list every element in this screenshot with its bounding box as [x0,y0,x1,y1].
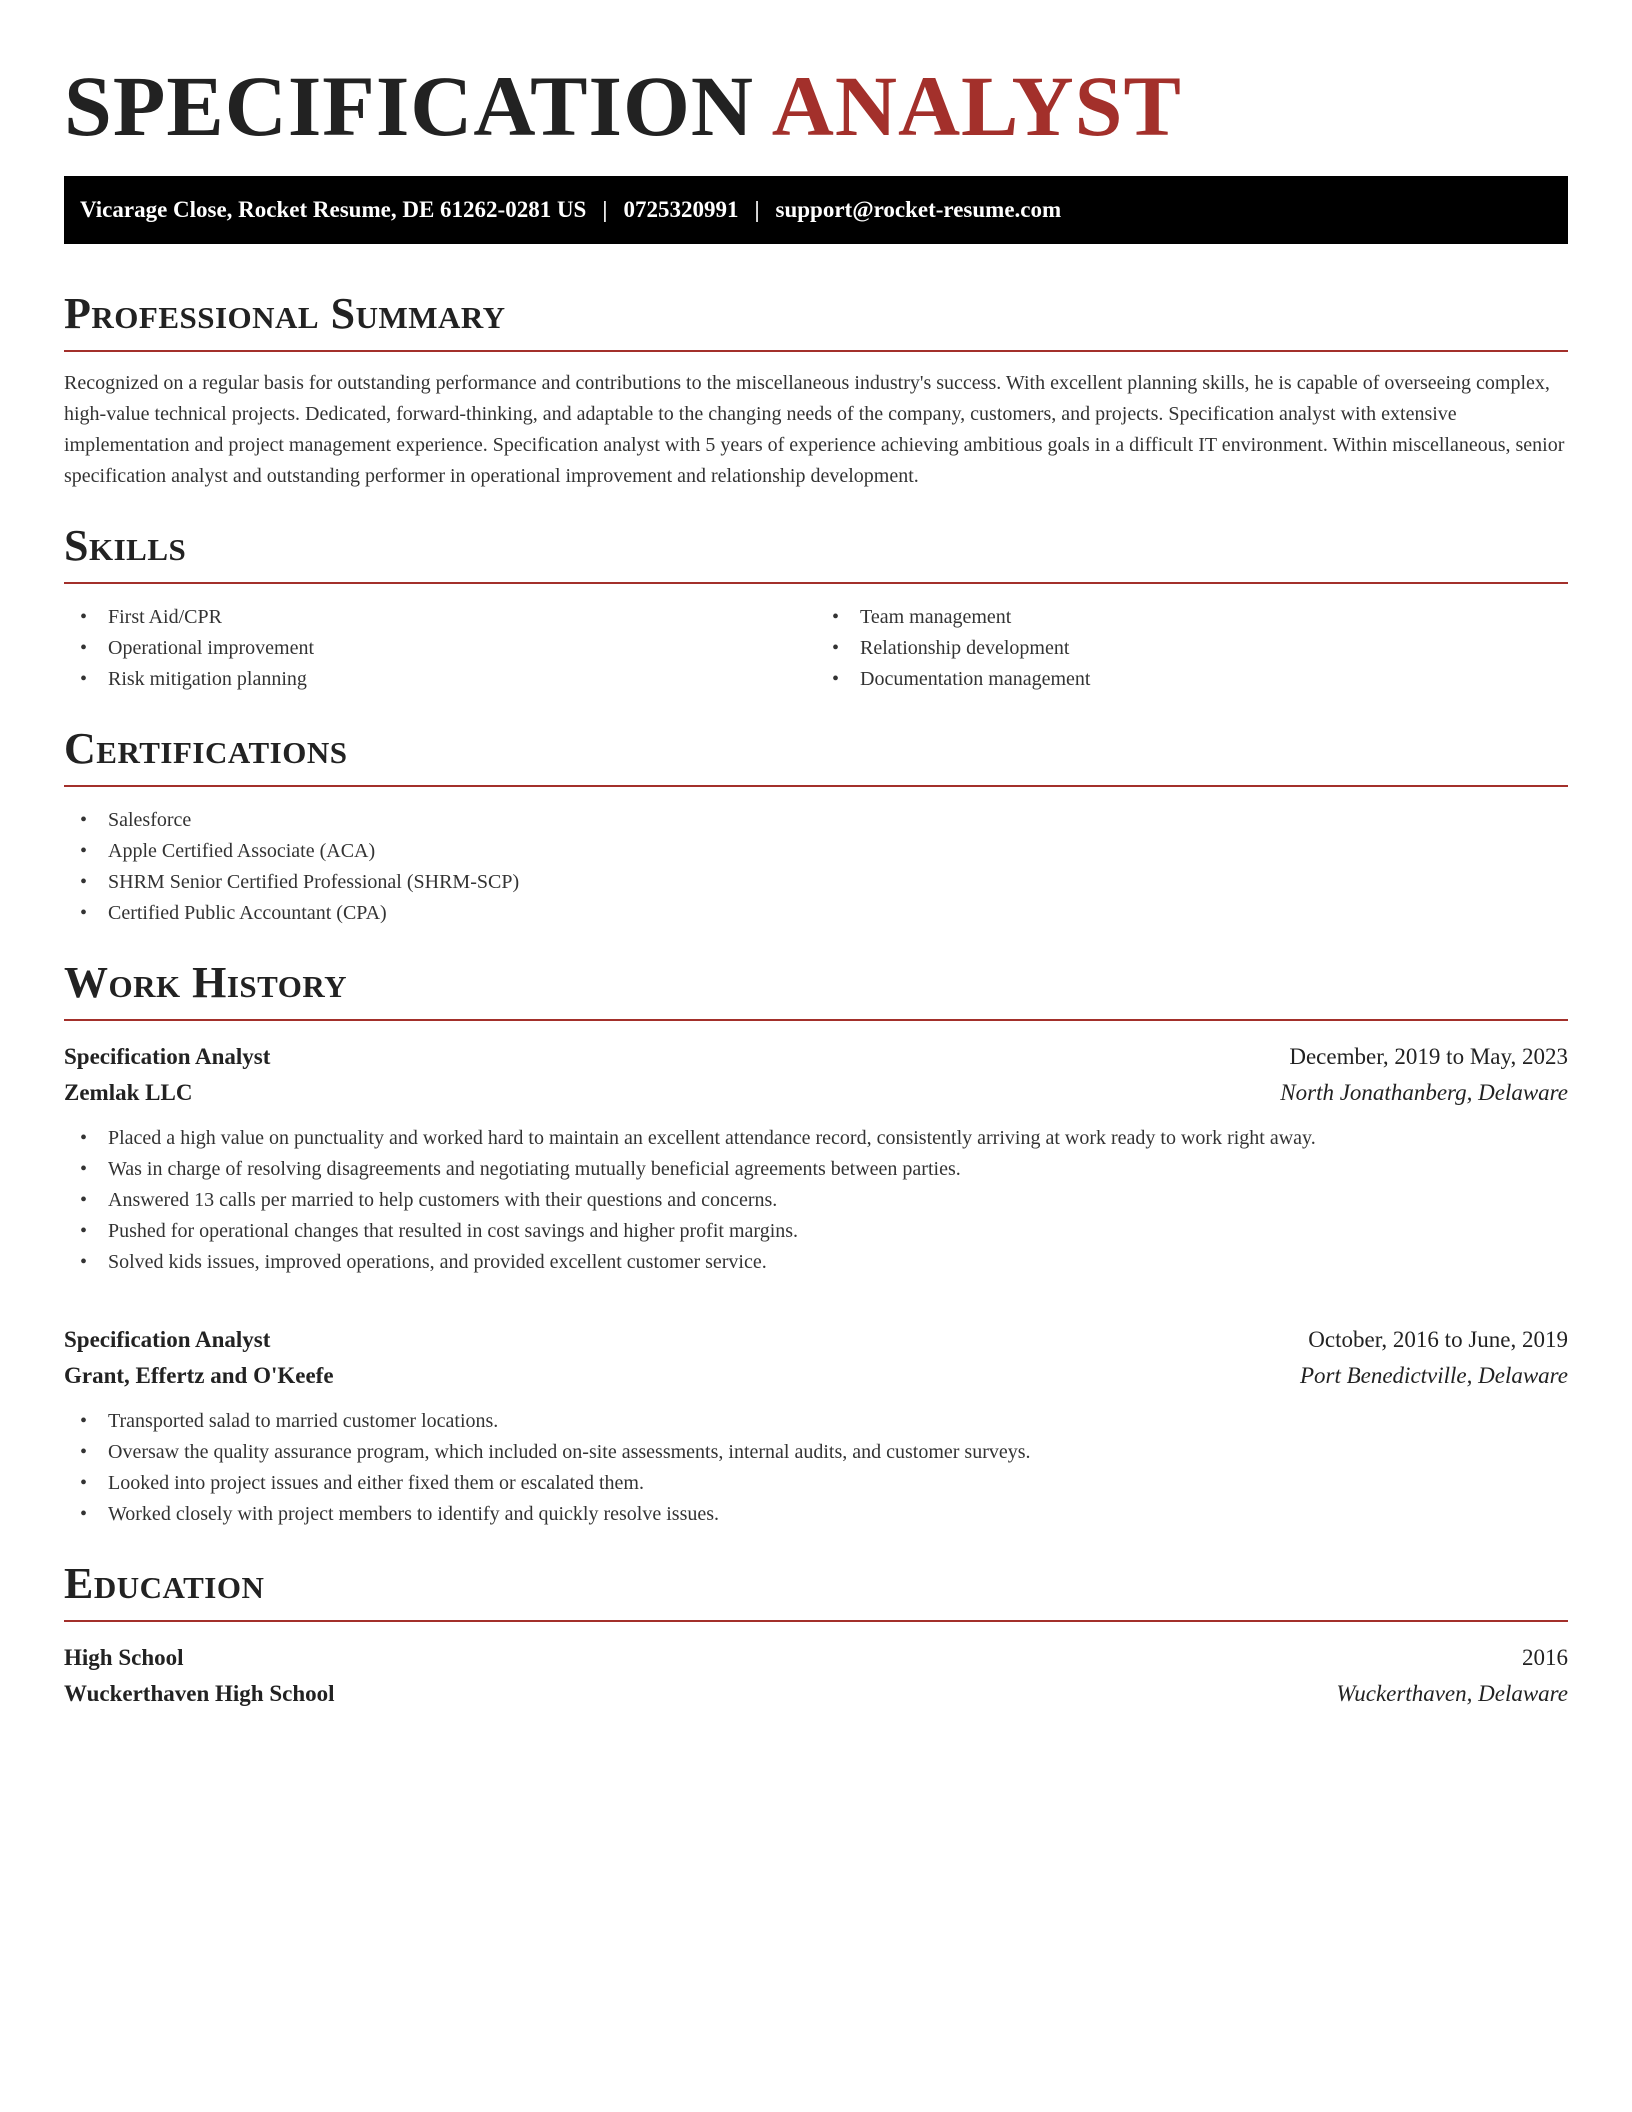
resume-name [64,56,1568,156]
contact-address: Vicarage Close, Rocket Resume, DE 61262-0281 US [80,197,587,222]
certification-item: • Certified Public Accountant (CPA) [64,898,1568,929]
work-history-section [64,957,1568,1530]
section-title-education: Education [64,1559,265,1608]
job-dates: October, 2016 to June, 2019 [1308,1327,1568,1352]
skill-item: • Team management [816,602,1568,633]
job-company-row [64,1358,1568,1394]
skills-columns [64,602,1568,695]
contact-bar [64,176,1568,244]
section-divider [64,1019,1568,1021]
job-entry [64,1039,1568,1278]
contact-email: support@rocket-resume.com [775,197,1062,222]
job-bullet: • Was in charge of resolving disagreements and negotiating mutually beneficial agreements between parties. [64,1154,1568,1185]
job-bullet: • Looked into project issues and either fixed them or escalated them. [64,1468,1568,1499]
certification-item: • SHRM Senior Certified Professional (SHRM-SCP) [64,867,1568,898]
skill-item: • Risk mitigation planning [64,664,816,695]
skills-list-right [816,602,1568,695]
job-bullet: • Placed a high value on punctuality and worked hard to maintain an excellent attendance record, consistently arriving at work ready to work right away. [64,1123,1568,1154]
job-company-row [64,1075,1568,1111]
job-bullet: • Solved kids issues, improved operations, and provided excellent customer service. [64,1247,1568,1278]
job-location: North Jonathanberg, Delaware [1280,1080,1568,1105]
skill-item: • Relationship development [816,633,1568,664]
section-divider [64,582,1568,584]
certifications-section [64,723,1568,929]
education-degree: High School [64,1645,184,1670]
education-entry [64,1640,1568,1712]
section-divider [64,785,1568,787]
job-header-row [64,1322,1568,1358]
job-company: Grant, Effertz and O'Keefe [64,1363,334,1388]
skills-list-left [64,602,816,695]
skills-section [64,520,1568,695]
skill-item: • Operational improvement [64,633,816,664]
job-bullet: • Pushed for operational changes that resulted in cost savings and higher profit margins. [64,1216,1568,1247]
job-company: Zemlak LLC [64,1080,193,1105]
education-section [64,1558,1568,1712]
certifications-list [64,805,1568,929]
name-first: SPECIFICATION [64,58,754,154]
name-last: ANALYST [771,58,1182,154]
section-title-summary: Professional Summary [64,289,506,338]
education-location: Wuckerthaven, Delaware [1336,1681,1568,1706]
job-bullet: • Answered 13 calls per married to help customers with their questions and concerns. [64,1185,1568,1216]
section-title-certifications: Certifications [64,724,348,773]
section-divider [64,1620,1568,1622]
professional-summary-section [64,288,1568,492]
section-title-skills: Skills [64,521,187,570]
job-bullet: • Worked closely with project members to identify and quickly resolve issues. [64,1499,1568,1530]
education-school: Wuckerthaven High School [64,1681,335,1706]
contact-separator: | [754,197,760,222]
certification-item: • Apple Certified Associate (ACA) [64,836,1568,867]
education-header-row [64,1640,1568,1676]
job-header-row [64,1039,1568,1075]
job-bullets [64,1406,1568,1530]
section-title-work-history: Work History [64,958,348,1007]
education-school-row [64,1676,1568,1712]
certification-item: • Salesforce [64,805,1568,836]
summary-text: Recognized on a regular basis for outstanding performance and contributions to the miscellaneous industry's success. With excellent planning skills, he is capable of overseeing complex, high-value technical projects. Dedicated, forward-thinking, and adaptable to the changing needs of the company, customers, and projects. Specification analyst with extensive implementation and project management experience. Specification analyst with 5 years of experience achieving ambitious goals in a difficult IT environment. Within miscellaneous, senior specification analyst and outstanding performer in operational improvement and relationship development. [64,372,1565,487]
job-bullet: • Oversaw the quality assurance program, which included on-site assessments, internal audits, and customer surveys. [64,1437,1568,1468]
job-entry [64,1322,1568,1530]
skill-item: • Documentation management [816,664,1568,695]
education-year: 2016 [1522,1645,1568,1670]
contact-phone: 0725320991 [623,197,739,222]
contact-separator: | [602,197,608,222]
section-divider [64,350,1568,352]
job-dates: December, 2019 to May, 2023 [1289,1044,1568,1069]
job-role: Specification Analyst [64,1327,271,1352]
job-bullet: • Transported salad to married customer locations. [64,1406,1568,1437]
job-bullets [64,1123,1568,1278]
job-location: Port Benedictville, Delaware [1299,1363,1568,1388]
job-role: Specification Analyst [64,1044,271,1069]
skill-item: • First Aid/CPR [64,602,816,633]
